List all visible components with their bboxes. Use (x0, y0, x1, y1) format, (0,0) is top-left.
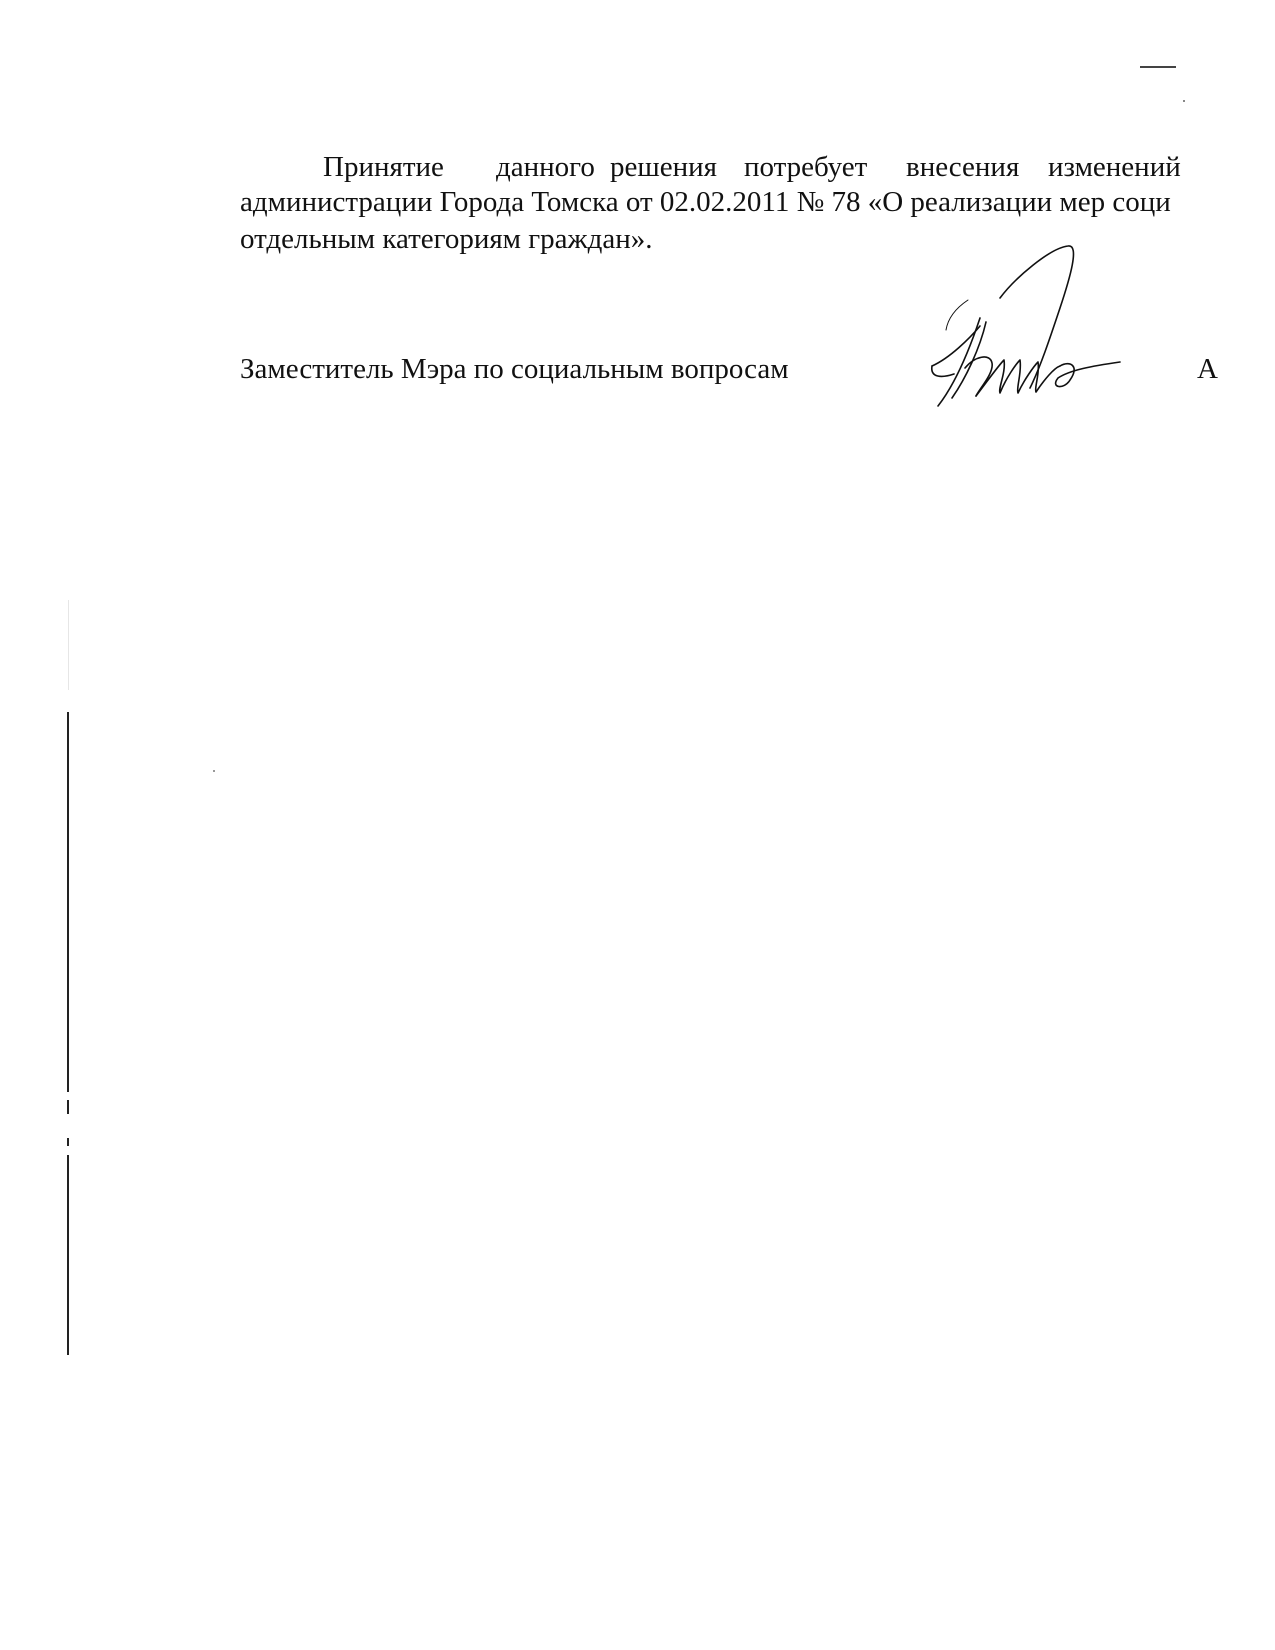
scan-binding-edge (67, 1138, 69, 1146)
scan-binding-edge (67, 1100, 69, 1114)
paragraph-word-3: решения (610, 151, 717, 183)
paragraph-word-5: внесения (906, 151, 1020, 183)
signer-initial: А (1197, 353, 1218, 385)
signer-title: Заместитель Мэра по социальным вопросам (240, 353, 789, 385)
paragraph-word-2: данного (496, 151, 595, 183)
scan-artifact-dash (1140, 66, 1176, 68)
paragraph-word-4: потребует (744, 151, 868, 183)
paragraph-word-6: изменений (1048, 151, 1181, 183)
scan-binding-edge (67, 1155, 69, 1355)
paragraph-word-1: Принятие (323, 151, 444, 183)
paragraph-line-2: администрации Города Томска от 02.02.2011 № 78 «О реализации мер соци (240, 186, 1171, 218)
handwritten-signature (920, 238, 1140, 413)
scan-binding-edge (67, 712, 69, 1092)
paragraph-line-3: отдельным категориям граждан». (240, 223, 653, 255)
scan-artifact-dot (213, 770, 215, 772)
scan-artifact-faint-line (68, 600, 69, 690)
scan-artifact-dot (1183, 100, 1185, 102)
